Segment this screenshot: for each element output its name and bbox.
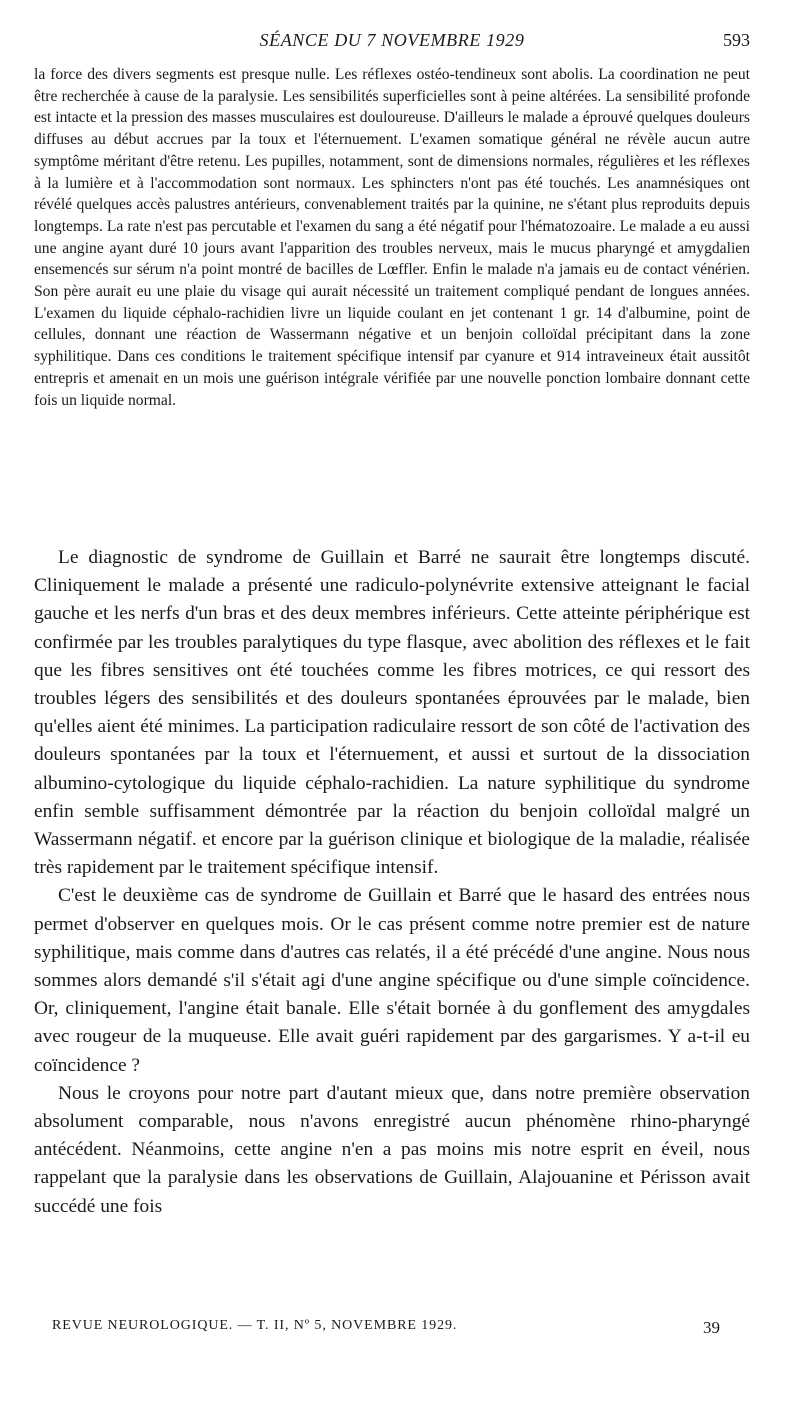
running-head [34, 30, 750, 54]
page-number: 593 [723, 30, 750, 50]
case-report-block [34, 64, 750, 411]
case-report-paragraph: la force des divers segments est presque nulle. Les réflexes ostéo-tendineux sont abolis. La coordination ne peut être recherchée à cause de la paralysie. Les sensibilités superficielles sont à peine altérées. La sensibilité profonde est intacte et la pression des masses musculaires est douloureuse. D'ailleurs le malade a éprouvé quelques douleurs diffuses au début accrues par la toux et l'éternuement. L'examen somatique général ne révèle aucun autre symptôme méritant d'être retenu. Les pupilles, notamment, sont de dimensions normales, régulières et les réflexes à la lumière et à l'accommodation sont normaux. Les sphincters n'ont pas été touchés. Les anamnésiques ont révélé quelques accès palustres antérieurs, convenablement traités par la quinine, ne s'étant plus reproduits depuis longtemps. La rate n'est pas percutable et l'examen du sang a été négatif pour l'hématozoaire. Le malade a eu aussi une angine ayant duré 10 jours avant l'apparition des troubles nerveux, mais le mucus pharyngé et amygdalien ensemencés sur sérum n'a point montré de bacilles de Lœffler. Enfin le malade n'a jamais eu de contact vénérien. Son père aurait eu une plaie du visage qui aurait nécessité un traitement compliqué pendant de longues années. L'examen du liquide céphalo-rachidien livre un liquide coulant en jet contenant 1 gr. 14 d'albumine, point de cellules, donnant une réaction de Wassermann négative et un benjoin colloïdal précipitant dans la zone syphilitique. Dans ces conditions le traitement spécifique intensif par cyanure et 914 intraveineux était aussitôt entrepris et amenait en un mois une guérison intégrale vérifiée par une nouvelle ponction lombaire donnant cette fois un liquide normal. [34, 66, 750, 409]
journal-citation: REVUE NEUROLOGIQUE. — T. II, Nº 5, NOVEMBRE 1929. [52, 1318, 458, 1333]
session-title: SÉANCE DU 7 NOVEMBRE 1929 [259, 30, 525, 50]
discussion-paragraph-2: C'est le deuxième cas de syndrome de Guillain et Barré que le hasard des entrées nous permet d'observer en quelques mois. Or le cas présent comme notre premier est de nature syphilitique, mais comme dans d'autres cas relatés, il a été précédé d'une angine. Nous nous sommes alors demandé s'il s'était agi d'une angine spécifique ou d'une simple coïncidence. Or, cliniquement, l'angine était banale. Elle s'était bornée à du gonflement des amygdales avec rougeur de la muqueuse. Elle avait guéri rapidement par des gargarismes. Y a-t-il eu coïncidence ? [34, 885, 750, 1076]
signature-number: 39 [703, 1318, 720, 1337]
discussion-paragraph-1: Le diagnostic de syndrome de Guillain et Barré ne saurait être longtemps discuté. Cliniquement le malade a présenté une radiculo-polynévrite extensive atteignant le facial gauche et les nerfs d'un bras et des deux membres inférieurs. Cette atteinte périphérique est confirmée par les troubles paralytiques du type flasque, avec abolition des réflexes et le fait que les fibres sensitives ont été touchées comme les fibres motrices, ce qui ressort des troubles légers des sensibilités et des douleurs spontanées éprouvées par le malade, bien qu'elles aient été minimes. La participation radiculaire ressort de son côté de l'activation des douleurs spontanées par la toux et l'éternuement, et aussi et surtout de la dissociation albumino-cytologique du liquide céphalo-rachidien. La nature syphilitique du syndrome enfin semble suffisamment démontrée par la réaction du benjoin colloïdal malgré un Wassermann négatif. et encore par la guérison clinique et biologique de la maladie, réalisée très rapidement par le traitement spécifique intensif. [34, 547, 750, 879]
discussion-block [34, 544, 750, 1221]
discussion-paragraph-3: Nous le croyons pour notre part d'autant mieux que, dans notre première observation absolument comparable, nous n'avons enregistré aucun phénomène rhino-pharyngé antécédent. Néanmoins, cette angine n'en a pas moins mis notre esprit en éveil, nous rappelant que la paralysie dans les observations de Guillain, Alajouanine et Périsson avait succédé une fois [34, 1082, 750, 1217]
page-footer [34, 1318, 750, 1342]
